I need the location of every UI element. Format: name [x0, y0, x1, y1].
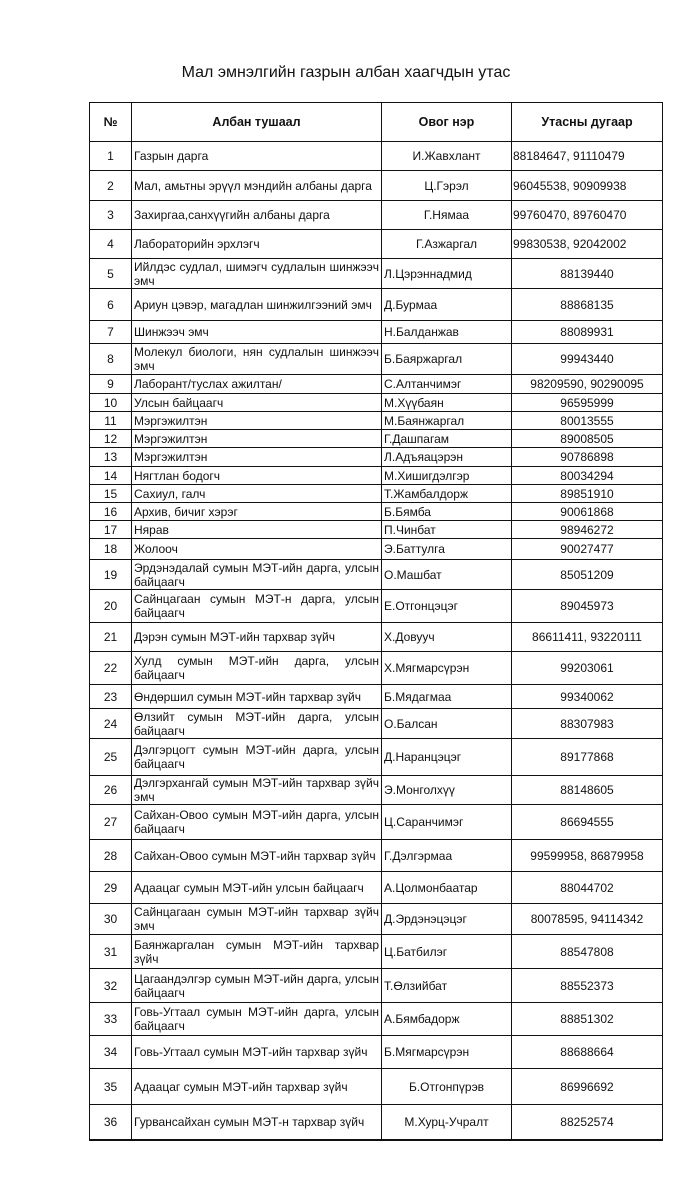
row-name: Б.Отгонпүрэв: [382, 1069, 512, 1105]
row-phone: 96595999: [512, 394, 663, 412]
table-row: [90, 652, 663, 685]
row-position: Нярав: [132, 521, 382, 539]
row-name: Д.Бурмаа: [382, 289, 512, 321]
row-name: А.Цолмонбаатар: [382, 872, 512, 904]
table-row: [90, 485, 663, 503]
row-phone: 80078595, 94114342: [512, 904, 663, 935]
row-phone: 99599958, 86879958: [512, 840, 663, 872]
table-row: [90, 142, 663, 171]
row-name: Б.Бямба: [382, 503, 512, 521]
row-name: Е.Отгонцэцэг: [382, 590, 512, 623]
document-title: Мал эмнэлгийн газрын албан хаагчдын утас: [181, 64, 511, 81]
row-position: Адаацаг сумын МЭТ-ийн улсын байцаагч: [132, 872, 382, 904]
row-phone: 88307983: [512, 709, 663, 739]
table-row: [90, 289, 663, 321]
header-name: Овог нэр: [382, 103, 512, 142]
row-name: Н.Балданжав: [382, 321, 512, 344]
row-name: Б.Мягмарсүрэн: [382, 1036, 512, 1069]
header-phone: Утасны дугаар: [512, 103, 663, 142]
row-position: Өндөршил сумын МЭТ-ийн тархвар зүйч: [132, 685, 382, 709]
row-number: 35: [90, 1069, 132, 1105]
row-number: 21: [90, 623, 132, 652]
table-row: [90, 321, 663, 344]
row-phone: 99760470, 89760470: [512, 201, 663, 230]
row-phone: 85051209: [512, 560, 663, 590]
table-row: [90, 776, 663, 805]
table-row: [90, 1069, 663, 1105]
row-name: М.Хишигдэлгэр: [382, 467, 512, 485]
row-number: 20: [90, 590, 132, 623]
row-number: 17: [90, 521, 132, 539]
row-phone: 98946272: [512, 521, 663, 539]
row-number: 23: [90, 685, 132, 709]
row-name: Б.Баяржаргал: [382, 344, 512, 375]
row-number: 34: [90, 1036, 132, 1069]
table-row: [90, 685, 663, 709]
row-number: 11: [90, 412, 132, 430]
table-row: [90, 1036, 663, 1069]
row-position: Сахиул, галч: [132, 485, 382, 503]
row-name: П.Чинбат: [382, 521, 512, 539]
row-phone: 90786898: [512, 448, 663, 467]
row-name: Ц.Гэрэл: [382, 171, 512, 201]
row-name: М.Хүүбаян: [382, 394, 512, 412]
row-position: Шинжээч эмч: [132, 321, 382, 344]
row-position: Лаборант/туслах ажилтан/: [132, 375, 382, 394]
table-row: [90, 709, 663, 739]
table-row: [90, 904, 663, 935]
row-number: 10: [90, 394, 132, 412]
table-row: [90, 521, 663, 539]
row-name: О.Балсан: [382, 709, 512, 739]
row-phone: 90027477: [512, 539, 663, 560]
table-row: [90, 1003, 663, 1036]
row-position: Мэргэжилтэн: [132, 430, 382, 448]
row-position: Сайхан-Овоо сумын МЭТ-ийн тархвар зүйч: [132, 840, 382, 872]
row-name: Ц.Саранчимэг: [382, 805, 512, 840]
table-row: [90, 230, 663, 259]
row-number: 30: [90, 904, 132, 935]
table-row: [90, 467, 663, 485]
row-phone: 99340062: [512, 685, 663, 709]
row-phone: 98209590, 90290095: [512, 375, 663, 394]
table-row: [90, 539, 663, 560]
row-number: 2: [90, 171, 132, 201]
table-row: [90, 805, 663, 840]
row-position: Молекул биологи, нян судлалын шинжээч эмч: [132, 344, 382, 375]
row-phone: 88552373: [512, 969, 663, 1003]
row-phone: 80013555: [512, 412, 663, 430]
row-name: М.Хурц-Учралт: [382, 1105, 512, 1140]
row-position: Цагаандэлгэр сумын МЭТ-ийн дарга, улсын байцаагч: [132, 969, 382, 1003]
row-position: Сайхан-Овоо сумын МЭТ-ийн дарга, улсын байцаагч: [132, 805, 382, 840]
table-row: [90, 412, 663, 430]
row-phone: 88184647, 91110479: [512, 142, 663, 171]
row-number: 24: [90, 709, 132, 739]
row-phone: 88868135: [512, 289, 663, 321]
table-row: [90, 503, 663, 521]
row-phone: 88044702: [512, 872, 663, 904]
table-body: [90, 142, 663, 1140]
row-position: Дэлгэрцогт сумын МЭТ-ийн дарга, улсын байцаагч: [132, 739, 382, 776]
row-position: Мэргэжилтэн: [132, 448, 382, 467]
table-row: [90, 935, 663, 969]
row-phone: 88148605: [512, 776, 663, 805]
row-number: 27: [90, 805, 132, 840]
row-phone: 88547808: [512, 935, 663, 969]
row-position: Баянжаргалан сумын МЭТ-ийн тархвар зүйч: [132, 935, 382, 969]
table-row: [90, 394, 663, 412]
table-header-row: [90, 103, 663, 142]
row-number: 19: [90, 560, 132, 590]
row-phone: 86996692: [512, 1069, 663, 1105]
row-position: Жолооч: [132, 539, 382, 560]
row-position: Сайнцагаан сумын МЭТ-н дарга, улсын байцаагч: [132, 590, 382, 623]
row-number: 7: [90, 321, 132, 344]
row-position: Газрын дарга: [132, 142, 382, 171]
table-row: [90, 969, 663, 1003]
table-row: [90, 623, 663, 652]
row-phone: 89045973: [512, 590, 663, 623]
table-row: [90, 872, 663, 904]
row-number: 13: [90, 448, 132, 467]
row-position: Хулд сумын МЭТ-ийн дарга, улсын байцаагч: [132, 652, 382, 685]
row-position: Говь-Угтаал сумын МЭТ-ийн тархвар зүйч: [132, 1036, 382, 1069]
row-name: Х.Мягмарсүрэн: [382, 652, 512, 685]
row-phone: 89851910: [512, 485, 663, 503]
row-phone: 88139440: [512, 259, 663, 289]
row-phone: 88688664: [512, 1036, 663, 1069]
row-phone: 96045538, 90909938: [512, 171, 663, 201]
row-phone: 99203061: [512, 652, 663, 685]
row-name: Г.Азжаргал: [382, 230, 512, 259]
row-number: 15: [90, 485, 132, 503]
row-position: Ийлдэс судлал, шимэгч судлалын шинжээч эмч: [132, 259, 382, 289]
row-name: Э.Баттулга: [382, 539, 512, 560]
table-row: [90, 430, 663, 448]
row-position: Эрдэнэдалай сумын МЭТ-ийн дарга, улсын байцаагч: [132, 560, 382, 590]
row-name: А.Бямбадорж: [382, 1003, 512, 1036]
row-phone: 80034294: [512, 467, 663, 485]
row-name: Л.Цэрэннадмид: [382, 259, 512, 289]
table-row: [90, 1105, 663, 1140]
table-row: [90, 259, 663, 289]
row-position: Захиргаа,санхүүгийн албаны дарга: [132, 201, 382, 230]
row-number: 33: [90, 1003, 132, 1036]
row-number: 22: [90, 652, 132, 685]
row-number: 12: [90, 430, 132, 448]
row-number: 29: [90, 872, 132, 904]
row-phone: 86694555: [512, 805, 663, 840]
row-position: Говь-Угтаал сумын МЭТ-ийн дарга, улсын байцаагч: [132, 1003, 382, 1036]
row-position: Мэргэжилтэн: [132, 412, 382, 430]
row-phone: 99830538, 92042002: [512, 230, 663, 259]
table-row: [90, 344, 663, 375]
table-row: [90, 171, 663, 201]
table-row: [90, 739, 663, 776]
row-number: 8: [90, 344, 132, 375]
row-name: Э.Монголхүү: [382, 776, 512, 805]
row-name: М.Баянжаргал: [382, 412, 512, 430]
row-name: Д.Эрдэнэцэцэг: [382, 904, 512, 935]
row-phone: 90061868: [512, 503, 663, 521]
table-row: [90, 840, 663, 872]
table-row: [90, 448, 663, 467]
row-name: Г.Дэлгэрмаа: [382, 840, 512, 872]
row-number: 28: [90, 840, 132, 872]
header-position: Албан тушаал: [132, 103, 382, 142]
row-phone: 89008505: [512, 430, 663, 448]
row-position: Өлзийт сумын МЭТ-ийн дарга, улсын байцаагч: [132, 709, 382, 739]
header-number: №: [90, 103, 132, 142]
row-number: 6: [90, 289, 132, 321]
row-number: 32: [90, 969, 132, 1003]
row-position: Ариун цэвэр, магадлан шинжилгээний эмч: [132, 289, 382, 321]
row-position: Дэлгэрхангай сумын МЭТ-ийн тархвар зүйч эмч: [132, 776, 382, 805]
table-row: [90, 560, 663, 590]
row-position: Лабораторийн эрхлэгч: [132, 230, 382, 259]
row-name: Г.Нямаа: [382, 201, 512, 230]
row-number: 26: [90, 776, 132, 805]
row-name: С.Алтанчимэг: [382, 375, 512, 394]
row-name: Б.Мядагмаа: [382, 685, 512, 709]
row-name: Д.Наранцэцэг: [382, 739, 512, 776]
row-number: 31: [90, 935, 132, 969]
row-position: Мал, амьтны эрүүл мэндийн албаны дарга: [132, 171, 382, 201]
row-number: 16: [90, 503, 132, 521]
row-position: Адаацаг сумын МЭТ-ийн тархвар зүйч: [132, 1069, 382, 1105]
row-name: О.Машбат: [382, 560, 512, 590]
row-phone: 89177868: [512, 739, 663, 776]
row-phone: 86611411, 93220111: [512, 623, 663, 652]
row-number: 36: [90, 1105, 132, 1140]
table-row: [90, 201, 663, 230]
row-position: Нягтлан бодогч: [132, 467, 382, 485]
row-position: Дэрэн сумын МЭТ-ийн тархвар зүйч: [132, 623, 382, 652]
table-row: [90, 590, 663, 623]
row-name: И.Жавхлант: [382, 142, 512, 171]
row-number: 25: [90, 739, 132, 776]
row-number: 4: [90, 230, 132, 259]
row-name: Х.Довууч: [382, 623, 512, 652]
row-phone: 88851302: [512, 1003, 663, 1036]
row-number: 3: [90, 201, 132, 230]
row-number: 14: [90, 467, 132, 485]
row-number: 9: [90, 375, 132, 394]
row-name: Л.Адъяацэрэн: [382, 448, 512, 467]
row-name: Ц.Батбилэг: [382, 935, 512, 969]
row-position: Гурвансайхан сумын МЭТ-н тархвар зүйч: [132, 1105, 382, 1140]
row-phone: 88089931: [512, 321, 663, 344]
row-number: 18: [90, 539, 132, 560]
row-name: Т.Жамбалдорж: [382, 485, 512, 503]
row-position: Архив, бичиг хэрэг: [132, 503, 382, 521]
row-position: Улсын байцаагч: [132, 394, 382, 412]
row-number: 5: [90, 259, 132, 289]
table-row: [90, 375, 663, 394]
row-phone: 99943440: [512, 344, 663, 375]
staff-phone-table: [89, 102, 663, 1141]
row-number: 1: [90, 142, 132, 171]
row-name: Т.Өлзийбат: [382, 969, 512, 1003]
row-phone: 88252574: [512, 1105, 663, 1140]
row-position: Сайнцагаан сумын МЭТ-ийн тархвар зүйч эмч: [132, 904, 382, 935]
row-name: Г.Дашпагам: [382, 430, 512, 448]
